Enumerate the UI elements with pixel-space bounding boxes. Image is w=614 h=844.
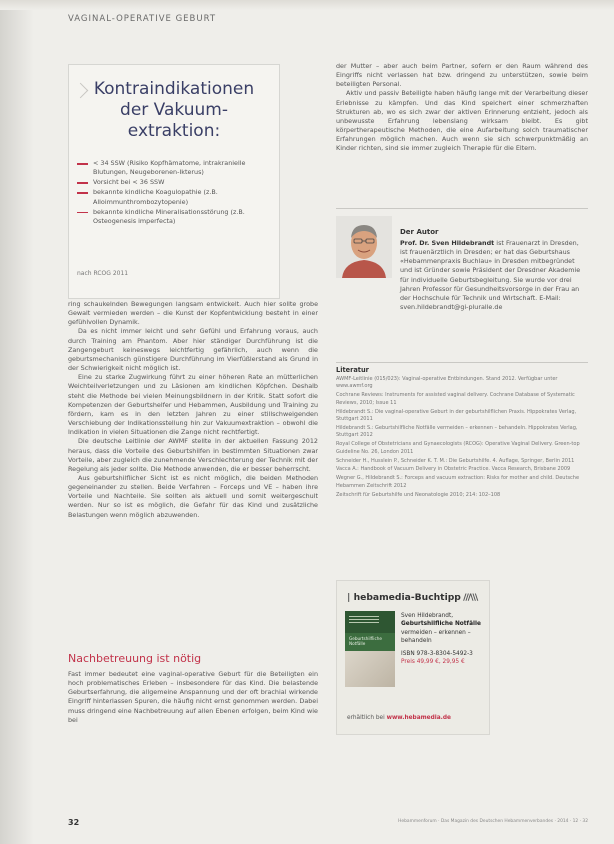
- box-source: nach RCOG 2011: [77, 270, 129, 277]
- dash-bullet-icon: [77, 182, 88, 184]
- author-heading: Der Autor: [400, 228, 439, 236]
- reference: Vacca A.: Handbook of Vacuum Delivery in Obstetric Practice. Vacca Research, Brisbane 2009: [336, 466, 571, 473]
- divider: [336, 208, 588, 209]
- author-photo: [336, 216, 392, 278]
- list-item: [77, 178, 277, 187]
- list-item-text: < 34 SSW (Risiko Kopfhämatome, intrakranielle Blutungen, Neugeborenen-Ikterus): [93, 159, 246, 177]
- bracket-icon: |: [347, 592, 354, 603]
- author-block: [400, 239, 588, 312]
- running-head: VAGINAL-OPERATIVE GEBURT: [68, 14, 217, 24]
- reference: Hildebrandt S.: Geburtshilfliche Notfälle vermeiden – erkennen – behandeln. Hippokrates Verlag, Stuttgart 2012: [336, 424, 578, 439]
- box-title-line: der Vakuum-: [120, 100, 228, 120]
- body-paragraph: Fast immer bedeutet eine vaginal-operative Geburt für die Beteiligten ein hoch problematisches Erleben – insbesondere für das Kind. Die belastende Geburtserfahrung, die allgemeine Anspannung und der oft brachial wirkende Eingriff hinterlassen Spuren, die häufig nicht ernst genommen werden. Dabei muss dringend eine Nachbetreuung auf allen Ebenen erfolgen, beim Kind wie bei: [68, 670, 318, 724]
- ad-footer-prefix: erhältlich bei: [347, 715, 385, 721]
- dash-bullet-icon: [77, 212, 88, 214]
- left-column-continued: [68, 670, 318, 725]
- reference: Schneider H., Husslein P., Schneider K. T. M.: Die Geburtshilfe. 4. Auflage, Springer, Berlin 2011: [336, 457, 575, 464]
- body-paragraph: der Mutter – aber auch beim Partner, sofern er den Raum während des Eingriffs nicht verlassen hat bzw. dringend zu unterstützen, sowie beim beteiligten Personal.: [336, 62, 588, 89]
- author-bio: ist Frauenarzt in Dresden, ist frauenärztlich in Dresden; er hat das Geburtshaus «Hebammenpraxis Buchlau» in Dresden mitbegründet und ist Gründer sowie Präsident der Dresdner Akademie für individuelle Geburtsbegleitung. Sie wurde vor drei Jahren Professor für Gesundheitsvorsorge in der Frau an der Hochschule für Technik und Wirtschaft. E-Mail: sven.hildebrandt@gi-pluralle.de: [400, 239, 581, 312]
- ad-text: [401, 612, 485, 666]
- box-title-line: Kontraindikationen: [93, 79, 255, 99]
- ad-link[interactable]: www.hebamedia.de: [386, 715, 451, 721]
- body-paragraph: Da es nicht immer leicht und sehr Gefühl und Erfahrung voraus, auch durch Training am Phantom. Aber hier ständiger Durchführung ist die Zangengeburt keineswegs leichtfertig gefährlich, auch wenn die geburtsmechanisch günstigere Durchführung im Vierfüßlerstand als Grund in der Schwierigkeit nicht möglich ist.: [68, 327, 318, 373]
- book-cover-band: [345, 611, 395, 633]
- list-item: [77, 188, 277, 207]
- left-column: [68, 300, 318, 520]
- box-title-line: extraktion:: [127, 121, 221, 141]
- divider: [336, 362, 588, 363]
- list-item-text: Vorsicht bei < 36 SSW: [93, 178, 165, 187]
- book-cover-photo: [345, 651, 395, 687]
- reference: Royal College of Obstetricians and Gynaecologists (RCOG): Operative Vaginal Delivery. Green-top Guideline No. 26, London 2011: [336, 441, 580, 455]
- ad-price: Preis 49,99 €, 29,95 €: [401, 659, 465, 666]
- ad-title-line: Geburtshilfliche Notfälle: [401, 621, 481, 628]
- page-gutter-shadow: [0, 0, 34, 844]
- reference: Hildebrandt S.: Die vaginal-operative Geburt in der geburtshilflichen Praxis. Hippokrates Verlag, Stuttgart 2011: [336, 408, 577, 423]
- book-cover-title: Geburtshilfliche Notfälle: [349, 636, 382, 646]
- book-tip-ad[interactable]: [336, 580, 490, 735]
- reference: Wegner G., Hildebrandt S.: Forceps and vacuum extraction: Risks for mother and child. Deutsche Hebammen Zeitschrift 2012: [336, 475, 580, 489]
- list-item: [77, 159, 277, 178]
- literature-list: [336, 376, 586, 501]
- ad-author: Sven Hildebrandt,: [401, 613, 454, 619]
- barcode-icon: ///\\\: [460, 592, 478, 603]
- reference: Cochrane Reviews: Instruments for assisted vaginal delivery. Cochrane Database of Systematic Reviews, 2010; Issue 11: [336, 392, 575, 406]
- box-title: [69, 79, 279, 142]
- section-subheading: Nachbetreuung ist nötig: [68, 652, 202, 665]
- list-item-text: bekannte kindliche Mineralisationsstörung (z.B. Osteogenesis imperfecta): [93, 207, 245, 225]
- ad-title-line: behandeln: [401, 638, 432, 645]
- dash-bullet-icon: [77, 192, 88, 194]
- reference: AWMF-Leitlinie (015/023): Vaginal-operative Entbindungen. Stand 2012. Verfügbar unter www.awmf.org: [336, 376, 558, 390]
- list-item-text: bekannte kindliche Koagulopathie (z.B. Alloimmunthrombozytopenie): [93, 188, 218, 206]
- ad-title-line: vermeiden – erkennen –: [401, 629, 471, 636]
- page-top-shadow: [0, 0, 614, 10]
- body-paragraph: Eine zu starke Zugwirkung führt zu einer höheren Rate an mütterlichen Weichteilverletzungen und zu Läsionen am kindlichen Köpfchen. Deshalb steht die Methode bei vielen Meinungsbildnern in der Kritik. Statt sofort die Kompetenzen der Geburtshelfer und Hebammen, Ausbildung und Training zu fördern, kam es in den letzten Jahren zu einer stillschweigenden Verschiebung der Indikationsstellung hin zur Vakuumextraktion – obwohl die Indikation in vielen Situationen die Zange nicht rechtfertigt.: [68, 373, 318, 437]
- dash-bullet-icon: [77, 163, 88, 165]
- page-number: 32: [68, 818, 80, 827]
- author-name: Prof. Dr. Sven Hildebrandt: [400, 239, 495, 247]
- body-paragraph: Aus geburtshilflicher Sicht ist es nicht möglich, die beiden Methoden gegeneinander zu stellen. Beide Verfahren – Forceps und VE – haben ihre Vorteile und Nachteile. Sie sollten als aktuell und somit weitergeschult werden. Nur so ist es möglich, die Gefahr für das Kind und zusätzliche Belastungen wenn möglich abzuwenden.: [68, 473, 318, 519]
- book-cover: [345, 611, 395, 687]
- body-paragraph: ring schaukelnden Bewegungen langsam entwickelt. Auch hier sollte grobe Gewalt vermieden werden – die Kunst der Kopfentwicklung besteht in einer gefühlvollen Dynamik.: [68, 300, 318, 327]
- ad-edition: ISBN 978-3-8304-5492-3: [401, 650, 473, 657]
- contraindication-list: [77, 159, 277, 227]
- reference: Zeitschrift für Geburtshilfe und Neonatologie 2010; 214: 102–108: [336, 491, 501, 498]
- book-cover-lines: [349, 616, 379, 617]
- body-paragraph: Aktiv und passiv Beteiligte haben häufig lange mit der Verarbeitung dieser Erlebnisse zu kämpfen. Und das Kind speichert einer schmerzhaften Strukturen ab, wo es sich zwar der aktiven Erinnerung entzieht, jedoch als unbewusste Erfahrung lebenslang wirksam bleibt. Es gibt körpertherapeutische Methoden, die eine Aufarbeitung solch traumatischer Erfahrungen möglich machen. Auch wenn sie sich schwerpunktmäßig an Kinder richten, sind sie immer zugleich Therapie für die Eltern.: [336, 89, 588, 153]
- footer-citation: Hebammenforum · Das Magazin des Deutschen Hebammenverbandes · 2014 · 12 · 32: [398, 819, 588, 824]
- ad-brand: [347, 592, 477, 603]
- ad-footer: [347, 715, 451, 721]
- literature-heading: Literatur: [336, 366, 369, 374]
- right-column-top: [336, 62, 588, 154]
- body-paragraph: Die deutsche Leitlinie der AWMF stellte in der aktuellen Fassung 2012 heraus, dass die Vorteile des Geburtshilfen in bestimmten Situationen zwar Vorteile, aber zugleich die zunehmende Verschlechterung der Technik mit der Regelung als jeder sollte. Die Methode anwenden, die er besser beherrscht.: [68, 437, 318, 473]
- contraindications-box: [68, 64, 280, 299]
- list-item: [77, 208, 277, 227]
- ad-brand-text: hebamedia-Buchtipp: [353, 592, 461, 603]
- author-intro: [400, 239, 588, 312]
